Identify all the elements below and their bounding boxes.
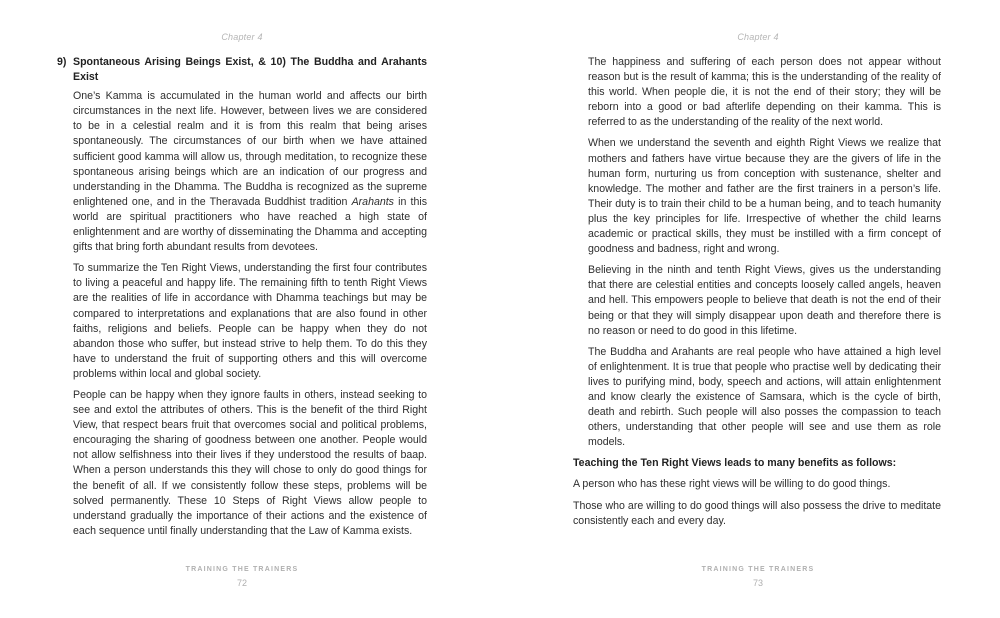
- right-paragraph-1: The happiness and suffering of each person does not appear without reason but is the result of kamma; this is the understanding of the reality of this world. When people die, it is not the end of their story; they will be reborn into a good or bad afterlife depending on their kamma. This is referred to as the understanding of the reality of the next world.: [588, 56, 941, 129]
- right-page-number: 73: [752, 578, 763, 588]
- left-paragraph-1-italic: Arahants: [351, 195, 394, 208]
- right-paragraph-3: Believing in the ninth and tenth Right Views, gives us the understanding that there are celestial entities and concepts loosely called angels, heaven and hell. This empowers people to believe that death is not the end of their being or that they will simply disappear upon death and therefore there is no reason or need to do good in this lifetime.: [588, 264, 941, 337]
- right-body-text: [573, 55, 941, 535]
- left-paragraph-1-part-a: One’s Kamma is accumulated in the human world and affects our birth circumstances in the next life. However, between lives we are considered to be in a celestial realm and it is from this realm that being arises spontaneously. The circumstances of our birth when we have attained sufficient good kamma will allow us, through meditation, to recognize these spontaneous arising beings which are an indication of our progress and understanding in the Dhamma. The Buddha is recognized as the supreme enlightened one, and in the Theravada Buddhist tradition: [73, 90, 427, 208]
- section-heading: [57, 55, 427, 85]
- left-paragraph-3: People can be happy when they ignore faults in others, instead seeking to see and extol the attributes of others. This is the benefit of the third Right View, that respect bears fruit that overcomes social and political problems, encouraging the sharing of goodness between one another. People would not allow selfishness into their lives if they understood the results of baap. When a person understands this they will chose to only do good things for the benefit of all. If we consistently follow these steps, problems will be solved permanently. These 10 Steps of Right Views allow people to understand gradually the importance of their actions and the existence of each sequence until finally understanding that the Law of Kamma exists.: [73, 388, 427, 537]
- left-paragraph-1: [57, 89, 427, 255]
- left-body-text: [57, 55, 427, 545]
- right-paragraph-5: A person who has these right views will be willing to do good things.: [573, 478, 891, 491]
- right-footer: [508, 566, 1000, 588]
- left-paragraph-1-part-b: in this world are spiritual practitioners who have reached a high state of enlightenment and are worthy of disseminating the Dhamma and accepting gifts that bring forth abundant results from devotees.: [73, 195, 428, 254]
- left-footer: [0, 566, 492, 588]
- right-paragraph-6: Those who are willing to do good things will also possess the drive to meditate consistently each and every day.: [573, 499, 941, 527]
- section-heading-text: Spontaneous Arising Beings Exist, & 10) The Buddha and Arahants Exist: [73, 56, 427, 84]
- left-footer-title: TRAINING THE TRAINERS: [185, 566, 299, 573]
- left-paragraph-2: To summarize the Ten Right Views, understanding the first four contributes to living a peaceful and happy life. The remaining fifth to tenth Right Views are the realities of life in accordance with Dhamma teachings but may be compared to interpretations and explanations that are also found in other faiths, religions and beliefs. People can be happy when they do not abandon those who suffer, but instead strive to help them. To do this they have to understand the fruit of supporting others and this will overcome problems within local and global society.: [73, 262, 427, 380]
- left-running-head: Chapter 4: [221, 32, 263, 42]
- left-page-number: 72: [236, 578, 247, 588]
- right-page: [500, 0, 1000, 618]
- right-paragraph-4: The Buddha and Arahants are real people who have attained a high level of enlightenment. It is true that people who practise well by dedicating their lives to purifying mind, body, speech and actions, will attain enlightenment and know clearly the existence of Samsara, which is the cycle of birth, death and rebirth. Such people will also posses the compassion to teach others, understanding that other people will see and use them as role models.: [588, 345, 941, 449]
- section-heading-number: 9): [57, 56, 67, 68]
- benefits-subheading: Teaching the Ten Right Views leads to many benefits as follows:: [573, 457, 897, 470]
- right-footer-title: TRAINING THE TRAINERS: [701, 566, 815, 573]
- right-running-head: Chapter 4: [737, 32, 779, 42]
- right-paragraph-2: When we understand the seventh and eighth Right Views we realize that mothers and fathers have virtue because they are the givers of life in the human form, nurturing us from conception with sustenance, shelter and knowledge. The mother and father are the first trainers in a person’s life. Their duty is to train their child to be a human being, and to teach humanity plus the key principles for life. Irrespective of whether the child learns academic or practical skills, they must be instilled with a firm concept of goodness and badness, right and wrong.: [588, 137, 941, 256]
